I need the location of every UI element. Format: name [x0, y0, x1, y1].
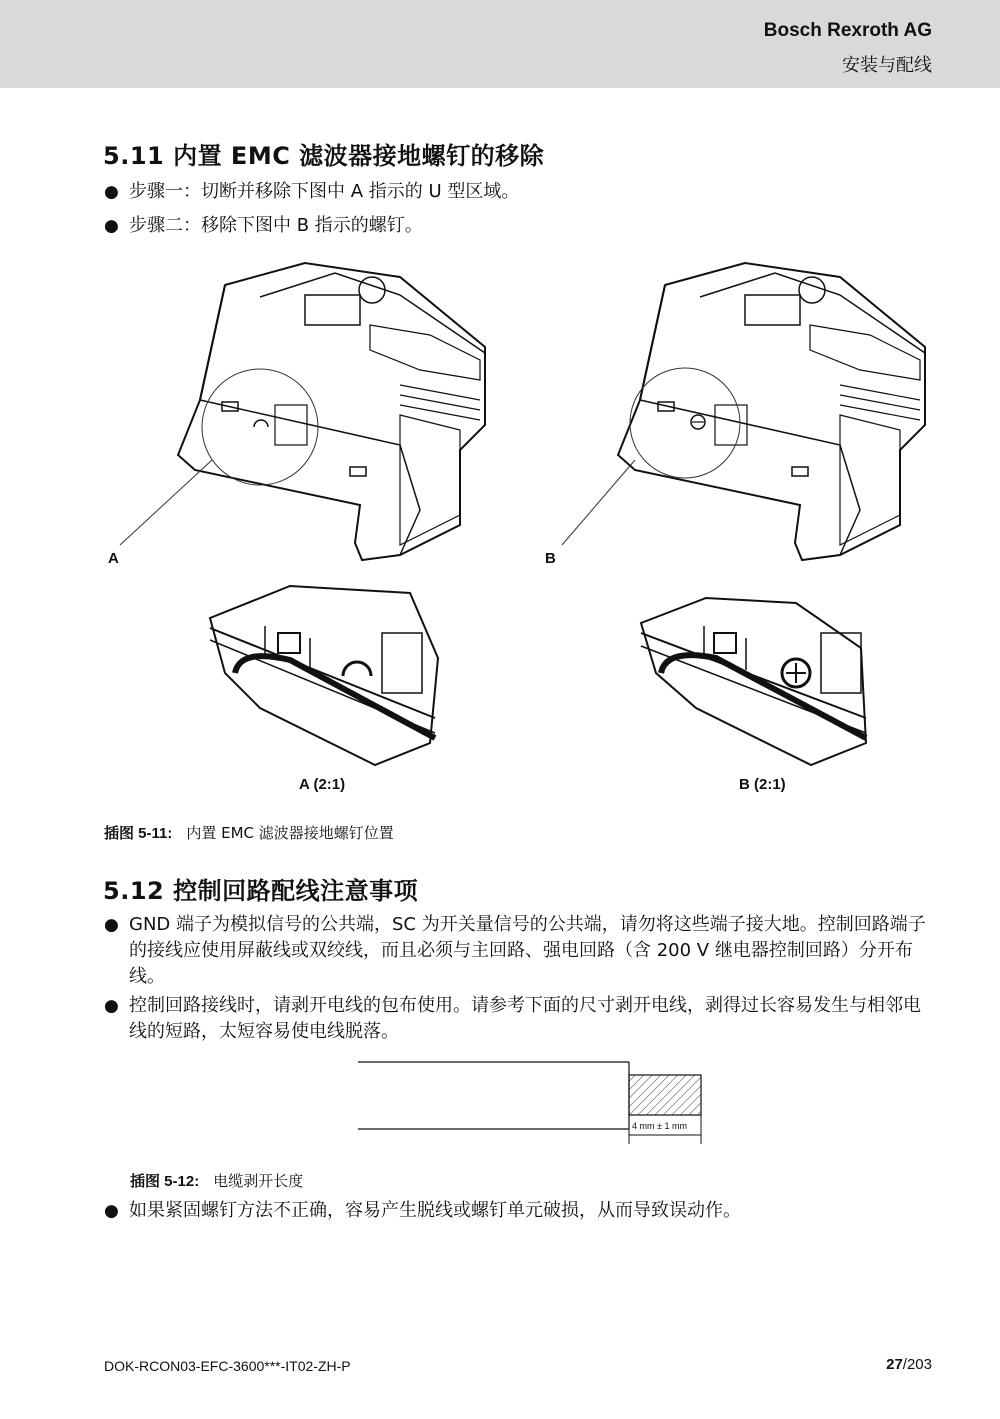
- figure-caption-5-12: [130, 1170, 303, 1191]
- section-title-5-12: 5.12 控制回路配线注意事项: [103, 877, 419, 905]
- dimension-label: 4 mm ± 1 mm: [632, 1121, 687, 1131]
- inverter-drawing-a: [100, 255, 500, 565]
- bullet-icon: ●: [104, 182, 119, 202]
- wire-strip-drawing: [355, 1058, 715, 1148]
- list-item: ● 步骤一：切断并移除下图中 A 指示的 U 型区域。: [104, 179, 934, 205]
- detail-drawing-a: [200, 578, 440, 768]
- inverter-drawing-b: [540, 255, 940, 565]
- caption-text: 电缆剥开长度: [213, 1172, 304, 1190]
- label-a: A: [108, 550, 119, 567]
- company-name: Bosch Rexroth AG: [763, 20, 932, 41]
- chapter-title: 安装与配线: [842, 55, 932, 76]
- document-id: DOK-RCON03-EFC-3600***-IT02-ZH-P: [104, 1358, 351, 1374]
- caption-number: 插图 5-11:: [104, 825, 173, 842]
- bullet-icon: ●: [104, 216, 119, 236]
- caption-text: 内置 EMC 滤波器接地螺钉位置: [186, 824, 394, 842]
- list-item: ● 如果紧固螺钉方法不正确，容易产生脱线或螺钉单元破损，从而导致误动作。: [104, 1198, 934, 1224]
- detail-label-a: A (2:1): [299, 776, 346, 793]
- bullet-icon: ●: [104, 1201, 119, 1221]
- section-title-5-11: 5.11 内置 EMC 滤波器接地螺钉的移除: [103, 142, 545, 170]
- list-item: ● 步骤二：移除下图中 B 指示的螺钉。: [104, 213, 934, 239]
- page-current: 27: [886, 1356, 903, 1373]
- list-item: ● 控制回路接线时，请剥开电线的包布使用。请参考下面的尺寸剥开电线，剥得过长容易发生与相邻电线的短路，太短容易使电线脱落。: [104, 995, 921, 1042]
- figure-caption-5-11: [104, 822, 394, 843]
- list-item: ● GND 端子为模拟信号的公共端，SC 为开关量信号的公共端，请勿将这些端子接大地。控制回路端子的接线应使用屏蔽线或双绞线，而且必须与主回路、强电回路（含 200 V 继电器控制回路）分开布线。: [104, 914, 926, 987]
- detail-drawing-b: [636, 578, 876, 768]
- page-header: [0, 0, 1000, 88]
- bullet-icon: ●: [104, 996, 119, 1016]
- detail-label-b: B (2:1): [739, 776, 786, 793]
- caption-number: 插图 5-12:: [130, 1173, 200, 1190]
- page-total: /203: [902, 1356, 932, 1373]
- bullet-icon: ●: [104, 915, 119, 935]
- label-b: B: [545, 550, 556, 567]
- page-number: [886, 1356, 932, 1373]
